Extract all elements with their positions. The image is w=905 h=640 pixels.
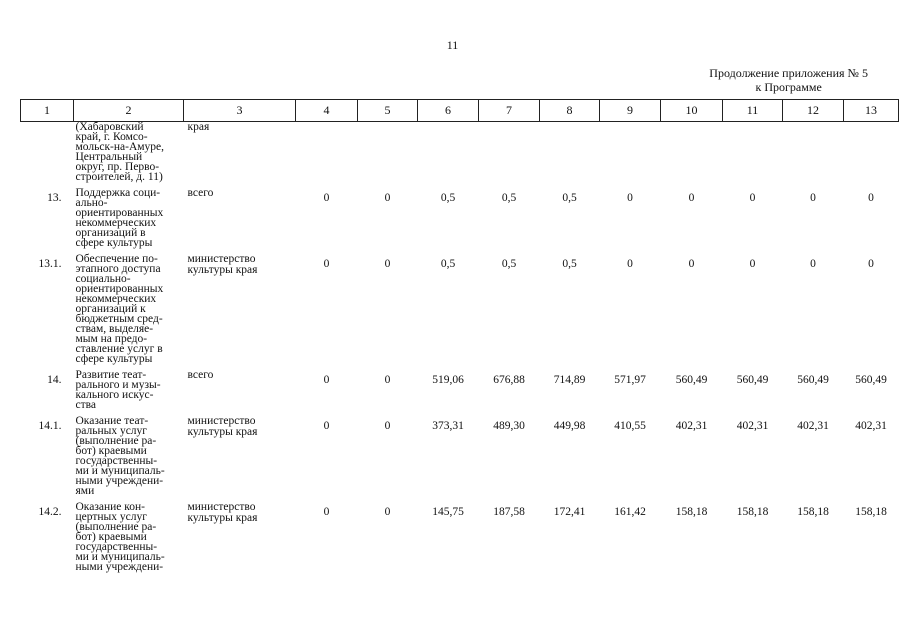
value-cell: 0 <box>323 374 330 386</box>
value-cell: 560,49 <box>855 374 887 386</box>
value-cell <box>479 122 540 189</box>
value-cell: 0,5 <box>440 258 456 270</box>
continuation-line-1: Продолжение приложения № 5 <box>709 66 868 80</box>
executor-line: культуры края <box>187 512 258 524</box>
activity-name-line: Развитие теат- <box>75 369 147 381</box>
value-cell: 161,42 <box>614 506 646 518</box>
activity-name-cell <box>74 254 184 370</box>
row-number-cell: 14.1. <box>38 420 62 432</box>
value-cell: 0,5 <box>501 258 517 270</box>
row-number-cell: 13.1. <box>38 258 62 270</box>
column-header: 1 <box>21 100 74 122</box>
activity-name-cell <box>74 188 184 254</box>
value-cell: 519,06 <box>432 374 464 386</box>
value-cell: 489,30 <box>493 420 525 432</box>
value-cell <box>661 122 723 189</box>
activity-name-line: ральных услуг <box>75 425 148 437</box>
value-cell: 0 <box>688 258 695 270</box>
activity-name-line: ствам, выделяе- <box>75 323 154 335</box>
column-header: 12 <box>783 100 844 122</box>
column-header: 6 <box>418 100 479 122</box>
activity-name-line: край, г. Комсо- <box>75 131 148 143</box>
value-cell: 0 <box>749 258 756 270</box>
column-header: 11 <box>723 100 783 122</box>
value-cell: 0,5 <box>562 192 577 204</box>
activity-name-line: мым на предо- <box>75 333 148 345</box>
value-cell: 560,49 <box>736 374 769 386</box>
activity-name-line: сфере культуры <box>75 353 153 365</box>
column-header: 3 <box>184 100 296 122</box>
executor-cell <box>184 416 296 502</box>
column-header: 7 <box>479 100 540 122</box>
activity-name-line: Поддержка соци- <box>75 187 161 199</box>
value-cell <box>418 122 479 189</box>
value-cell <box>783 122 844 189</box>
activity-name-line: некоммерческих <box>75 217 157 229</box>
value-cell: 402,31 <box>855 420 887 432</box>
activity-name-cell <box>74 502 184 578</box>
value-cell <box>723 122 783 189</box>
value-cell: 0 <box>868 192 874 204</box>
activity-name-line: мольск-на-Амуре, <box>75 141 165 153</box>
appendix-continuation-note <box>709 66 868 94</box>
activity-name-line: Оказание теат- <box>75 415 149 427</box>
activity-name-line: государственны- <box>75 541 158 553</box>
value-cell: 0 <box>749 192 756 204</box>
value-cell: 560,49 <box>797 374 829 386</box>
value-cell: 402,31 <box>675 420 708 432</box>
table-row <box>21 254 899 370</box>
table-row <box>21 370 899 416</box>
executor-line: культуры края <box>187 264 258 276</box>
value-cell: 0 <box>384 192 391 204</box>
activity-name-line: ми и муниципаль- <box>75 551 165 563</box>
value-cell: 0 <box>688 192 695 204</box>
value-cell: 0 <box>384 258 391 270</box>
value-cell <box>358 122 418 189</box>
value-cell: 0 <box>627 192 633 204</box>
value-cell: 0 <box>627 258 633 270</box>
column-header: 5 <box>358 100 418 122</box>
activity-name-line: бот) краевыми <box>75 445 147 457</box>
value-cell <box>844 122 899 189</box>
value-cell: 0 <box>323 258 330 270</box>
executor-line: министерство <box>187 253 256 265</box>
executor-line: культуры края <box>187 426 258 438</box>
column-header: 10 <box>661 100 723 122</box>
value-cell: 0,5 <box>440 192 456 204</box>
row-number-cell: 13. <box>47 192 62 204</box>
table-row <box>21 188 899 254</box>
executor-cell <box>184 502 296 578</box>
value-cell: 158,18 <box>855 506 887 518</box>
page-number: 11 <box>446 38 459 52</box>
value-cell: 0 <box>323 192 330 204</box>
table-body <box>21 122 899 579</box>
column-header: 4 <box>296 100 358 122</box>
activity-name-line: государственны- <box>75 455 158 467</box>
value-cell: 0 <box>810 258 816 270</box>
executor-cell <box>184 188 296 254</box>
executor-line: края <box>187 121 210 133</box>
value-cell: 145,75 <box>432 506 464 518</box>
value-cell: 158,18 <box>675 506 708 518</box>
table-row <box>21 416 899 502</box>
executor-cell <box>184 122 296 189</box>
value-cell: 158,18 <box>797 506 829 518</box>
activity-name-line: (Хабаровский <box>75 121 144 133</box>
value-cell: 410,55 <box>614 420 646 432</box>
value-cell: 714,89 <box>553 374 586 386</box>
value-cell: 158,18 <box>736 506 769 518</box>
value-cell: 0,5 <box>562 258 577 270</box>
activity-name-line: (выполнение ра- <box>75 521 157 533</box>
activity-name-line: ально- <box>75 197 108 209</box>
activity-name-cell <box>74 122 184 189</box>
activity-name-line: Оказание кон- <box>75 501 145 513</box>
executor-cell <box>184 370 296 416</box>
value-cell: 571,97 <box>614 374 646 386</box>
value-cell: 402,31 <box>736 420 769 432</box>
activity-name-line: ями <box>75 485 95 497</box>
activity-name-line: этапного доступа <box>75 263 161 275</box>
column-header: 9 <box>600 100 661 122</box>
activity-name-line: организаций к <box>75 303 146 315</box>
value-cell: 0 <box>384 506 391 518</box>
activity-name-line: Центральный <box>75 151 143 163</box>
column-number-row <box>21 100 899 122</box>
value-cell: 187,58 <box>493 506 525 518</box>
activity-name-line: (выполнение ра- <box>75 435 157 447</box>
activity-name-line: рального и музы- <box>75 379 161 391</box>
activity-name-line: ства <box>75 399 97 411</box>
executor-line: министерство <box>187 415 256 427</box>
value-cell: 449,98 <box>553 420 586 432</box>
activity-name-line: организаций в <box>75 227 146 239</box>
activity-name-line: ными учреждени- <box>75 561 164 573</box>
column-header: 13 <box>844 100 899 122</box>
activity-name-line: округ, пр. Перво- <box>75 161 160 173</box>
row-number-cell <box>21 122 74 189</box>
value-cell: 0 <box>384 420 391 432</box>
value-cell: 560,49 <box>675 374 708 386</box>
activity-name-line: ставление услуг в <box>75 343 163 355</box>
activity-name-line: ными учреждени- <box>75 475 164 487</box>
value-cell: 402,31 <box>797 420 829 432</box>
activity-name-line: Обеспечение по- <box>75 253 158 265</box>
value-cell: 0 <box>810 192 816 204</box>
activity-name-line: строителей, д. 11) <box>75 171 163 183</box>
activity-name-cell <box>74 416 184 502</box>
activity-name-line: ориентированных <box>75 207 164 219</box>
value-cell: 373,31 <box>432 420 464 432</box>
activity-name-line: социально- <box>75 273 131 285</box>
table-row <box>21 502 899 578</box>
value-cell: 172,41 <box>553 506 586 518</box>
activity-name-line: кального искус- <box>75 389 154 401</box>
executor-line: всего <box>187 187 214 199</box>
activity-name-line: бот) краевыми <box>75 531 147 543</box>
value-cell: 676,88 <box>493 374 525 386</box>
activity-name-line: ми и муниципаль- <box>75 465 165 477</box>
activity-name-line: ориентированных <box>75 283 164 295</box>
value-cell: 0 <box>323 506 330 518</box>
value-cell: 0 <box>323 420 330 432</box>
value-cell <box>600 122 661 189</box>
value-cell: 0 <box>384 374 391 386</box>
value-cell: 0,5 <box>501 192 517 204</box>
row-number-cell: 14.2. <box>38 506 62 518</box>
continuation-line-2: к Программе <box>755 80 822 94</box>
executor-line: министерство <box>187 501 256 513</box>
activity-name-cell <box>74 370 184 416</box>
row-number-cell: 14. <box>47 374 62 386</box>
executor-line: всего <box>187 369 214 381</box>
activity-name-line: цертных услуг <box>75 511 147 523</box>
column-header: 8 <box>540 100 600 122</box>
value-cell <box>540 122 600 189</box>
executor-cell <box>184 254 296 370</box>
value-cell: 0 <box>868 258 874 270</box>
table-row <box>21 122 899 189</box>
program-funding-table <box>20 99 899 578</box>
column-header: 2 <box>74 100 184 122</box>
activity-name-line: сфере культуры <box>75 237 153 249</box>
activity-name-line: бюджетным сред- <box>75 313 163 325</box>
activity-name-line: некоммерческих <box>75 293 157 305</box>
value-cell <box>296 122 358 189</box>
